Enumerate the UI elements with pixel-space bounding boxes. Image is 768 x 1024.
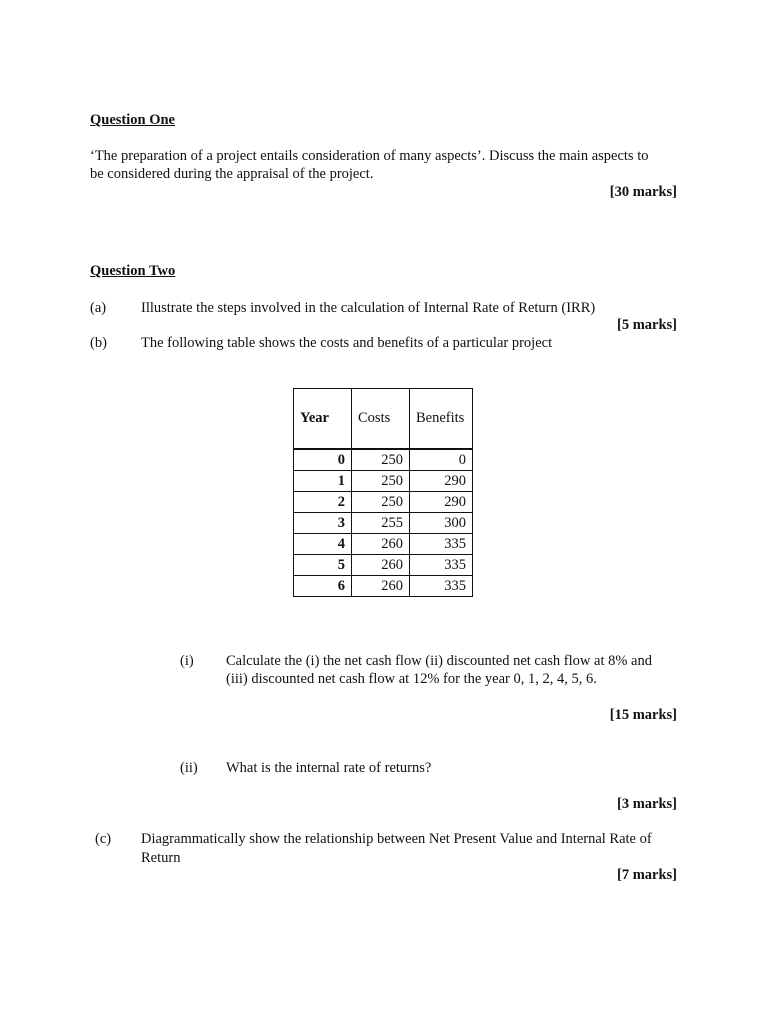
table-cell-benefits: 290	[410, 492, 473, 513]
part-a-label: (a)	[90, 300, 107, 316]
sub-ii-label: (ii)	[180, 760, 198, 776]
part-a-text: Illustrate the steps involved in the calculation of Internal Rate of Return (IRR)	[141, 300, 596, 316]
question-one-text-line2: be considered during the appraisal of the project.	[90, 166, 374, 182]
sub-ii-marks: [3 marks]	[616, 796, 677, 812]
sub-i-label: (i)	[180, 653, 194, 669]
table-header-benefits: Benefits	[410, 389, 473, 449]
table-cell-year: 0	[294, 450, 352, 471]
part-b-label: (b)	[90, 335, 107, 351]
part-c-marks: [7 marks]	[616, 867, 677, 883]
part-c-label: (c)	[95, 831, 112, 847]
table-cell-costs: 260	[352, 555, 410, 576]
table-body	[294, 449, 473, 597]
part-a-marks: [5 marks]	[616, 317, 677, 333]
question-two-heading: Question Two	[90, 263, 176, 279]
question-one-text-line1: ‘The preparation of a project entails consideration of many aspects’. Discuss the main aspects to	[90, 148, 649, 164]
question-one-marks: [30 marks]	[609, 184, 677, 200]
sub-i-text-line2: (iii) discounted net cash flow at 12% for the year 0, 1, 2, 4, 5, 6.	[226, 671, 597, 687]
table-cell-benefits: 300	[410, 513, 473, 534]
table-row	[294, 471, 473, 492]
sub-i-marks: [15 marks]	[609, 707, 677, 723]
table-cell-year: 4	[294, 534, 352, 555]
part-c-text-line2: Return	[141, 850, 181, 866]
table-header-costs: Costs	[352, 389, 410, 449]
table-cell-year: 6	[294, 576, 352, 597]
table-row	[294, 513, 473, 534]
table-cell-costs: 260	[352, 534, 410, 555]
costs-benefits-table	[293, 388, 473, 597]
sub-i-text-line1: Calculate the (i) the net cash flow (ii) discounted net cash flow at 8% and	[226, 653, 652, 669]
question-one-heading: Question One	[90, 112, 175, 128]
table-cell-costs: 255	[352, 513, 410, 534]
table-row	[294, 576, 473, 597]
table-row	[294, 555, 473, 576]
table-cell-benefits: 335	[410, 534, 473, 555]
table-cell-year: 5	[294, 555, 352, 576]
table-cell-year: 2	[294, 492, 352, 513]
table-cell-costs: 250	[352, 471, 410, 492]
table-header-year: Year	[294, 389, 352, 449]
table-header-row	[294, 389, 473, 449]
table-cell-benefits: 0	[410, 450, 473, 471]
table-row	[294, 450, 473, 471]
table-row	[294, 534, 473, 555]
table-cell-year: 3	[294, 513, 352, 534]
table-cell-benefits: 290	[410, 471, 473, 492]
table-cell-benefits: 335	[410, 576, 473, 597]
sub-ii-text: What is the internal rate of returns?	[226, 760, 432, 776]
table-cell-costs: 250	[352, 450, 410, 471]
table-cell-costs: 250	[352, 492, 410, 513]
table-cell-benefits: 335	[410, 555, 473, 576]
part-c-text-line1: Diagrammatically show the relationship between Net Present Value and Internal Rate of	[141, 831, 652, 847]
part-b-text: The following table shows the costs and benefits of a particular project	[141, 335, 553, 351]
table-cell-costs: 260	[352, 576, 410, 597]
table-row	[294, 492, 473, 513]
table-cell-year: 1	[294, 471, 352, 492]
